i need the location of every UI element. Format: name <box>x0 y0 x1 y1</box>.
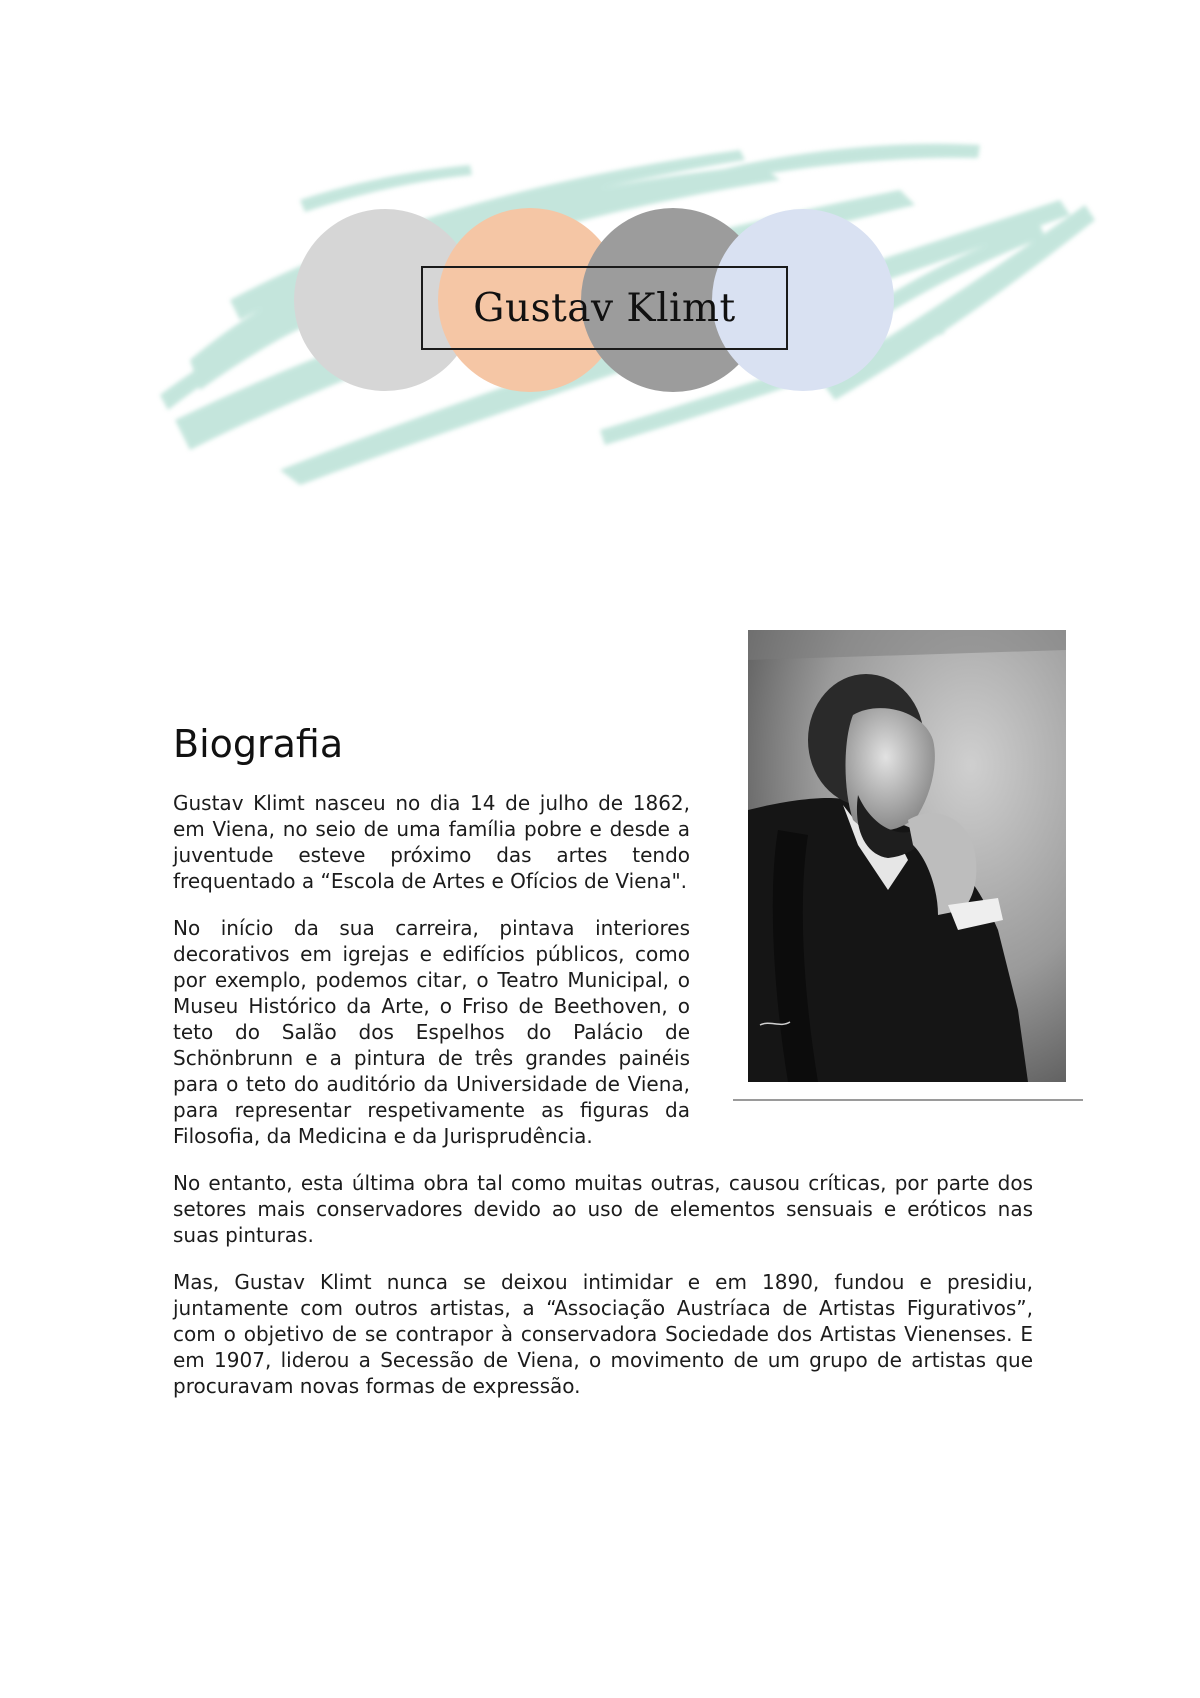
paragraph-3: No entanto, esta última obra tal como muitas outras, causou críticas, por parte dos setores mais conservadores devido ao uso de elementos sensuais e eróticos nas suas pinturas. <box>173 1171 1033 1247</box>
section-heading-biografia: Biografia <box>173 722 344 766</box>
paragraph-1: Gustav Klimt nasceu no dia 14 de julho de 1862, em Viena, no seio de uma família pobre e desde a juventude esteve próximo das artes tendo frequentado a “Escola de Artes e Ofícios de Viena". <box>173 791 690 893</box>
header-decoration <box>0 0 1200 520</box>
paragraph-2: No início da sua carreira, pintava interiores decorativos em igrejas e edifícios públicos, como por exemplo, podemos citar, o Teatro Municipal, o Museu Histórico da Arte, o Friso de Beethoven, o teto do Salão dos Espelhos do Palácio de Schönbrunn e a pintura de três grandes painéis para o teto do auditório da Universidade de Viena, para representar respetivamente as figuras da Filosofia, da Medicina e da Jurisprudência. <box>173 916 690 1148</box>
document-title: Gustav Klimt <box>421 266 788 350</box>
photo-text-wrap-spacer <box>690 790 1033 1128</box>
paragraph-4: Mas, Gustav Klimt nunca se deixou intimidar e em 1890, fundou e presidiu, juntamente com outros artistas, a “Associação Austríaca de Artistas Figurativos”, com o objetivo de se contrapor à conservadora Sociedade dos Artistas Vienenses. E em 1907, liderou a Secessão de Viena, o movimento de um grupo de artistas que procuravam novas formas de expressão. <box>173 1270 1033 1398</box>
biography-text <box>173 790 1033 1420</box>
